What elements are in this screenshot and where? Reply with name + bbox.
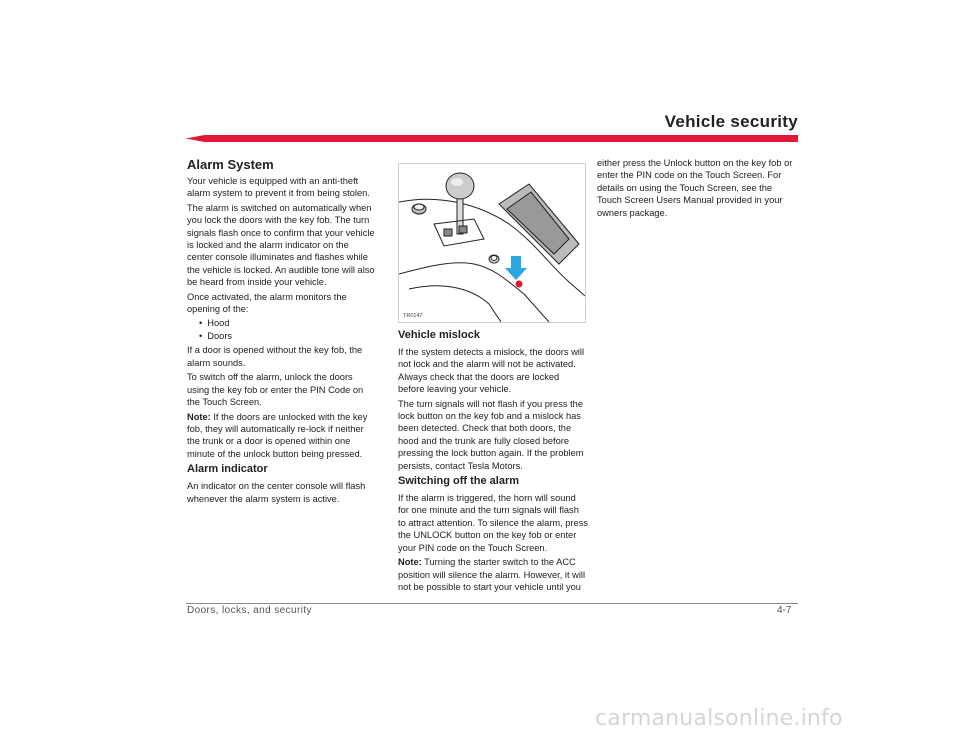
note (187, 411, 377, 461)
paragraph: If the system detects a mislock, the doors will not lock and the alarm will not be activated. Always check that the doors are locked before leaving your vehicle. (398, 347, 585, 395)
paragraph: either press the Unlock button on the key fob or enter the PIN code on the Touch Screen. For details on using the Touch Screen, see the Touch Screen Users Manual provided in your owners package. (597, 158, 793, 218)
footer-rule (186, 603, 798, 604)
column-right (597, 157, 799, 221)
bullet-item: • Hood (199, 317, 377, 330)
console-illustration (398, 163, 586, 323)
page-title: Vehicle security (664, 112, 798, 131)
paragraph: An indicator on the center console will flash whenever the alarm system is active. (187, 481, 366, 504)
paragraph: Your vehicle is equipped with an anti-theft alarm system to prevent it from being stolen. (187, 176, 370, 199)
paragraph: The turn signals will not flash if you press the lock button on the key fob and a mislock has been detected. Check that both doors, the hood and the trunk are fully closed before pressing the lock button again. If the problem persists, contact Tesla Motors. (398, 398, 584, 471)
note-text: Turning the starter switch to the ACC position will silence the alarm. However, it will not be possible to start your vehicle until you (398, 557, 586, 592)
console-drawing (399, 164, 585, 322)
paragraph: If the alarm is triggered, the horn will sound for one minute and the turn signals will flash to attract attention. To silence the alarm, press the UNLOCK button on the key fob or enter your PIN code on the Touch Screen. (398, 493, 588, 553)
bullet-item: • Doors (199, 330, 377, 343)
header-rule (186, 135, 798, 142)
watermark: carmanualsonline.info (595, 706, 843, 731)
note-label: Note: (187, 411, 211, 422)
page-number: 4-7 (777, 605, 792, 616)
paragraph: If a door is opened without the key fob, the alarm sounds. (187, 345, 363, 368)
column-left (187, 157, 377, 507)
heading-vehicle-mislock: Vehicle mislock (398, 329, 480, 341)
note-text: If the doors are unlocked with the key fob, they will automatically re-lock if neither the trunk or a door is opened within one minute of the unlock button being pressed. (187, 411, 368, 459)
paragraph: To switch off the alarm, unlock the doors using the key fob or enter the PIN Code on the Touch Screen. (187, 372, 364, 408)
note (398, 556, 588, 593)
heading-alarm-system: Alarm System (187, 157, 274, 172)
heading-alarm-indicator: Alarm indicator (187, 463, 268, 476)
paragraph: The alarm is switched on automatically when you lock the doors with the key fob. The turn signals flash once to confirm that your vehicle is locked and the alarm indicator on the center console illuminates and flashes while the vehicle is locked. An audible tone will also be heard from inside your vehicle. (187, 202, 375, 288)
footer-section: Doors, locks, and security (187, 605, 312, 616)
paragraph: Once activated, the alarm monitors the opening of the: (187, 291, 347, 315)
heading-switching-off: Switching off the alarm (398, 475, 520, 488)
bullet-list (187, 317, 377, 343)
figure-label: TR0147 (403, 313, 423, 319)
column-middle (398, 326, 588, 595)
note-label: Note: (398, 557, 422, 568)
